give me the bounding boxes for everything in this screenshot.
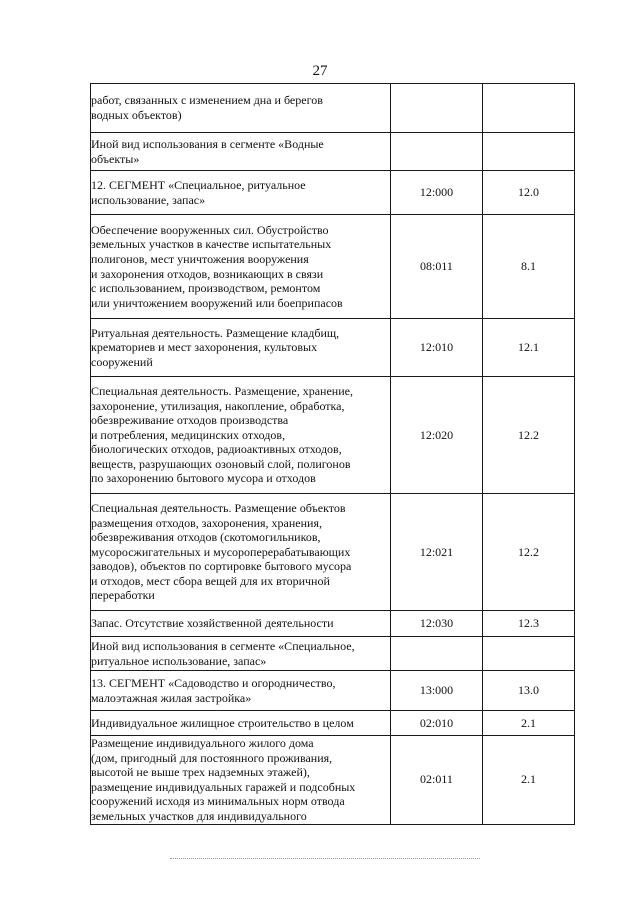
description-line: объекты» xyxy=(91,151,140,166)
table-row xyxy=(91,637,575,671)
description-line: 13. СЕГМЕНТ «Садоводство и огородничество, xyxy=(91,675,336,690)
description-line: и потребления, медицинских отходов, xyxy=(91,427,286,442)
description-line: веществ, разрушающих озоновый слой, полигонов xyxy=(91,456,351,471)
description-line: Запас. Отсутствие хозяйственной деятельности xyxy=(91,616,334,631)
table-row xyxy=(91,494,575,611)
row-code xyxy=(391,637,483,671)
row-number: 12.0 xyxy=(483,171,575,215)
description-line: использование, запас» xyxy=(91,192,206,207)
description-line: заводов), объектов по сортировке бытового мусора xyxy=(91,559,352,574)
description-line: сооружений xyxy=(91,354,153,369)
table-row xyxy=(91,319,575,377)
row-number xyxy=(483,637,575,671)
row-number: 12.1 xyxy=(483,319,575,377)
description-line: обезвреживание отходов производства xyxy=(91,413,289,428)
row-code: 02:010 xyxy=(391,711,483,736)
row-description xyxy=(91,611,391,637)
zoning-table xyxy=(90,83,575,825)
table-row xyxy=(91,711,575,736)
row-number xyxy=(483,133,575,171)
table-row xyxy=(91,671,575,711)
description-line: высотой не выше трех надземных этажей), xyxy=(91,765,310,780)
description-line: и захоронения отходов, возникающих в связи xyxy=(91,266,324,281)
description-line: (дом, пригодный для постоянного проживания, xyxy=(91,750,333,765)
row-number: 12.2 xyxy=(483,494,575,611)
table-body xyxy=(91,84,575,825)
table-row xyxy=(91,736,575,825)
row-description xyxy=(91,671,391,711)
description-line: работ, связанных с изменением дна и берегов xyxy=(91,93,323,108)
row-code: 13:000 xyxy=(391,671,483,711)
description-line: сооружений исходя из минимальных норм отвода xyxy=(91,794,345,809)
row-description xyxy=(91,171,391,215)
description-line: биологических отходов, радиоактивных отходов, xyxy=(91,442,342,457)
description-line: крематориев и мест захоронения, культовых xyxy=(91,340,318,355)
row-number: 2.1 xyxy=(483,711,575,736)
description-line: Индивидуальное жилищное строительство в целом xyxy=(91,715,354,730)
row-number: 2.1 xyxy=(483,736,575,825)
description-line: Размещение индивидуального жилого дома xyxy=(91,736,314,750)
row-number: 12.2 xyxy=(483,377,575,494)
description-line: по захоронению бытового мусора и отходов xyxy=(91,471,316,486)
row-number: 13.0 xyxy=(483,671,575,711)
description-line: земельных участков для индивидуального xyxy=(91,808,307,823)
description-line: малоэтажная жилая застройка» xyxy=(91,690,252,705)
page-number: 27 xyxy=(312,63,328,79)
row-description xyxy=(91,736,391,825)
row-code: 12:030 xyxy=(391,611,483,637)
description-line: Специальная деятельность. Размещение, хранение, xyxy=(91,383,353,398)
description-line: земельных участков в качестве испытательных xyxy=(91,237,332,252)
description-line: размещение индивидуальных гаражей и подсобных xyxy=(91,779,356,794)
table-row xyxy=(91,133,575,171)
description-line: Обеспечение вооруженных сил. Обустройство xyxy=(91,222,329,237)
row-code: 08:011 xyxy=(391,215,483,319)
scan-artifact-line xyxy=(170,858,480,859)
description-line: Иной вид использования в сегменте «Водные xyxy=(91,136,324,151)
table-row xyxy=(91,611,575,637)
description-line: водных объектов) xyxy=(91,108,182,122)
description-line: мусоросжигательных и мусороперерабатывающих xyxy=(91,544,351,559)
row-code xyxy=(391,133,483,171)
row-code: 12:021 xyxy=(391,494,483,611)
description-line: ритуальное использование, запас» xyxy=(91,653,267,668)
row-code: 12:010 xyxy=(391,319,483,377)
row-number: 12.3 xyxy=(483,611,575,637)
description-line: Иной вид использования в сегменте «Специальное, xyxy=(91,638,355,653)
table-row xyxy=(91,171,575,215)
row-description xyxy=(91,494,391,611)
description-line: и отходов, мест сбора вещей для их вторичной xyxy=(91,573,330,588)
description-line: полигонов, мест уничтожения вооружения xyxy=(91,251,309,266)
row-description xyxy=(91,711,391,736)
row-description xyxy=(91,215,391,319)
description-line: размещения отходов, захоронения, хранения, xyxy=(91,515,322,530)
table-row xyxy=(91,377,575,494)
row-description xyxy=(91,133,391,171)
description-line: захоронение, утилизация, накопление, обработка, xyxy=(91,398,345,413)
description-line: 12. СЕГМЕНТ «Специальное, ритуальное xyxy=(91,177,306,192)
row-description xyxy=(91,84,391,133)
description-line: переработки xyxy=(91,588,155,603)
row-description xyxy=(91,319,391,377)
row-code: 12:000 xyxy=(391,171,483,215)
table-row xyxy=(91,215,575,319)
row-number xyxy=(483,84,575,133)
description-line: с использованием, производством, ремонтом xyxy=(91,281,321,296)
row-number: 8.1 xyxy=(483,215,575,319)
description-line: или уничтожением вооружений или боеприпасов xyxy=(91,295,343,310)
description-line: Специальная деятельность. Размещение объектов xyxy=(91,500,346,515)
description-line: обезвреживания отходов (скотомогильников, xyxy=(91,530,321,545)
row-code xyxy=(391,84,483,133)
row-description xyxy=(91,377,391,494)
row-code: 12:020 xyxy=(391,377,483,494)
description-line: Ритуальная деятельность. Размещение кладбищ, xyxy=(91,325,340,340)
table-row xyxy=(91,84,575,133)
row-code: 02:011 xyxy=(391,736,483,825)
row-description xyxy=(91,637,391,671)
